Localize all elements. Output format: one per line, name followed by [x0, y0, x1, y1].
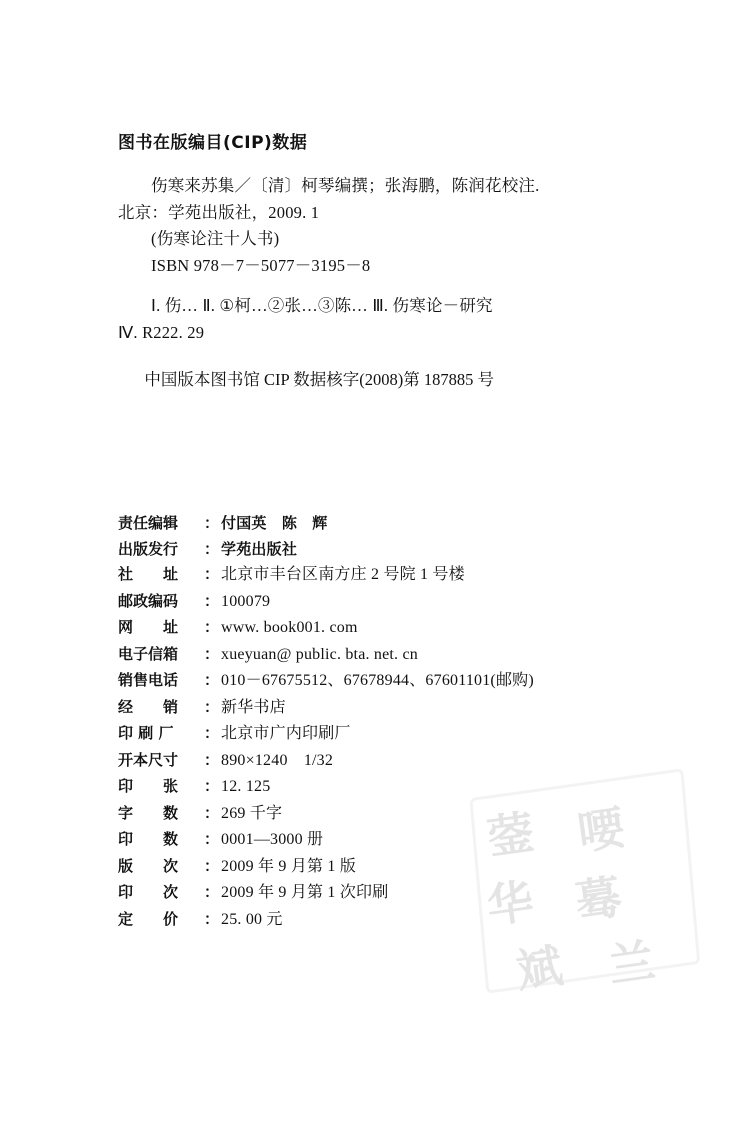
imprint-value: 25. 00 元 [221, 910, 283, 928]
imprint-separator: ： [204, 883, 220, 901]
imprint-label: 电子信箱 [118, 644, 179, 663]
imprint-row [118, 620, 658, 636]
imprint-separator: ： [204, 565, 220, 583]
cip-isbn: ISBN 978－7－5077－3195－8 [151, 256, 371, 276]
imprint-value: 100079 [221, 592, 271, 610]
cip-line: 伤寒来苏集／〔清〕柯琴编撰；张海鹏，陈润花校注. [151, 176, 540, 195]
imprint-separator: ： [204, 591, 220, 610]
imprint-separator: ： [204, 909, 220, 928]
imprint-value: www. book001. com [221, 619, 358, 636]
cip-cataloging-note: 中国版本图书馆 CIP 数据核字(2008)第 187885 号 [144, 370, 494, 390]
seal-glyph: 蓦 [571, 869, 625, 930]
imprint-separator: ： [204, 671, 220, 689]
imprint-value: 北京市丰台区南方庄 2 号院 1 号楼 [221, 566, 465, 583]
imprint-row [118, 885, 658, 901]
imprint-label: 经 销 [118, 697, 179, 716]
cip-block [118, 128, 638, 390]
seal-glyph: 喓 [574, 800, 628, 861]
seal-glyph: 蓥 [484, 804, 538, 865]
imprint-label: 字 数 [118, 803, 179, 822]
imprint-separator: ： [204, 724, 220, 742]
imprint-separator: ： [204, 830, 220, 848]
cip-heading: 图书在版编目(CIP)数据 [118, 133, 308, 153]
imprint-label: 销售电话 [118, 671, 179, 689]
imprint-row [118, 779, 658, 795]
imprint-row [118, 803, 658, 822]
imprint-separator: ： [204, 803, 220, 822]
imprint-row [118, 673, 658, 689]
imprint-label: 定 价 [118, 909, 179, 928]
imprint-value: 12. 125 [221, 778, 271, 795]
imprint-value: 2009 年 9 月第 1 版 [221, 857, 357, 875]
imprint-separator: ： [204, 856, 220, 875]
imprint-value: 北京市广内印刷厂 [221, 725, 351, 742]
imprint-label: 印 数 [118, 830, 179, 848]
spacer [118, 280, 638, 293]
imprint-row [118, 832, 658, 848]
imprint-label: 印 张 [118, 777, 179, 795]
imprint-label: 印 刷 厂 [118, 724, 174, 742]
cip-line: (伤寒论注十人书) [151, 229, 280, 249]
imprint-value: 890×1240 1/32 [221, 751, 334, 769]
imprint-separator: ： [204, 618, 220, 636]
cip-classification-line: Ⅳ. R222. 29 [118, 322, 205, 342]
imprint-value: 2009 年 9 月第 1 次印刷 [221, 884, 389, 901]
imprint-separator: ： [204, 539, 220, 558]
imprint-separator: ： [204, 697, 220, 716]
imprint-row [118, 567, 658, 583]
imprint-value: 0001—3000 册 [221, 831, 324, 848]
imprint-label: 社 址 [118, 565, 179, 583]
cip-classification-line: Ⅰ. 伤… Ⅱ. ①柯…②张…③陈… Ⅲ. 伤寒论－研究 [151, 295, 493, 315]
imprint-label: 开本尺寸 [118, 750, 179, 769]
imprint-row [118, 516, 658, 531]
imprint-row [118, 591, 658, 610]
imprint-value: 学苑出版社 [221, 539, 298, 558]
imprint-label: 版 次 [118, 856, 179, 875]
imprint-row [118, 856, 658, 875]
imprint-label: 网 址 [118, 618, 179, 636]
imprint-value: 付国英 陈 辉 [221, 514, 328, 532]
seal-glyph: 斌 [512, 938, 567, 999]
imprint-separator: ： [204, 644, 220, 663]
seal-glyph: 兰 [605, 933, 659, 994]
imprint-row [118, 539, 658, 558]
imprint-value: 新华书店 [221, 698, 286, 716]
imprint-value: xueyuan@ public. bta. net. cn [221, 645, 418, 663]
imprint-row [118, 909, 658, 928]
imprint-block [118, 516, 658, 938]
cip-line: 北京：学苑出版社，2009. 1 [118, 202, 320, 222]
imprint-label: 印 次 [118, 883, 179, 901]
imprint-value: 269 千字 [221, 804, 283, 822]
imprint-separator: ： [204, 514, 220, 532]
imprint-separator: ： [204, 777, 220, 795]
imprint-label: 出版发行 [118, 539, 179, 558]
imprint-row [118, 726, 658, 742]
imprint-value: 010－67675512、67678944、67601101(邮购) [221, 672, 534, 689]
imprint-separator: ： [204, 750, 220, 769]
imprint-row [118, 750, 658, 769]
imprint-label: 邮政编码 [118, 591, 179, 610]
seal-glyph: 华 [483, 873, 537, 934]
imprint-row [118, 697, 658, 716]
imprint-label: 责任编辑 [118, 514, 179, 532]
imprint-row [118, 644, 658, 663]
